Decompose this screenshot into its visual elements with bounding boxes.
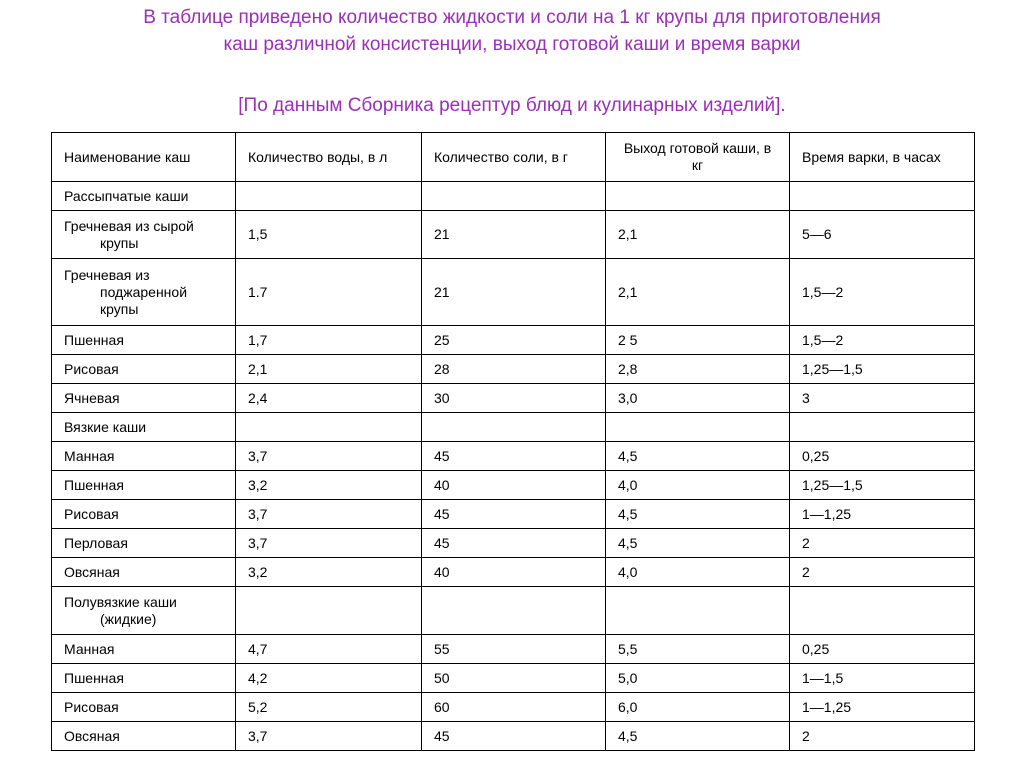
cell-water: 5,2 [236,693,422,722]
table-row [52,355,975,384]
cell-name [52,664,236,693]
cell-name [52,722,236,751]
cell-time: 2 [790,529,975,558]
cell-name-line: Пшенная [64,669,124,686]
cell-name-line: Полувязкие каши [64,593,177,610]
cell-salt: 60 [422,693,606,722]
table-row [52,442,975,471]
header-yield-line-2: кг [691,157,704,173]
cell-name-line: (жидкие) [100,610,157,627]
cell-yield: 2,1 [606,259,790,326]
cell-water [236,587,422,635]
cell-name-line: Перловая [64,534,128,551]
table-row [52,182,975,211]
cell-salt: 45 [422,442,606,471]
table-row [52,259,975,326]
cell-yield: 4,0 [606,471,790,500]
cell-salt: 21 [422,259,606,326]
cell-time [790,413,975,442]
cell-yield [606,182,790,211]
cell-yield: 2,8 [606,355,790,384]
title-line-2: каш различной консистенции, выход готовой каши и время варки [223,34,801,55]
cell-name [52,500,236,529]
cell-time: 1,25—1,5 [790,471,975,500]
cell-yield: 5,5 [606,635,790,664]
cell-time: 1,5—2 [790,259,975,326]
cell-name-line: Вязкие каши [64,418,147,435]
header-name: Наименование каш [52,133,236,182]
cell-time: 0,25 [790,442,975,471]
cell-name [52,259,236,326]
cell-yield: 6,0 [606,693,790,722]
table-row [52,326,975,355]
cell-water: 4,2 [236,664,422,693]
header-salt: Количество соли, в г [422,133,606,182]
cell-name [52,693,236,722]
cell-name-line: Рисовая [64,698,119,715]
cell-name-line: крупы [100,234,139,251]
cell-name [52,413,236,442]
cell-time: 1—1,25 [790,693,975,722]
cell-salt: 21 [422,211,606,259]
cell-yield: 2,1 [606,211,790,259]
cell-time [790,587,975,635]
cell-salt: 28 [422,355,606,384]
cell-salt: 45 [422,529,606,558]
table-row [52,664,975,693]
table-row [52,635,975,664]
cell-yield [606,587,790,635]
cell-name [52,587,236,635]
cell-water: 3,2 [236,558,422,587]
cell-salt: 30 [422,384,606,413]
cell-salt: 45 [422,500,606,529]
table-row [52,587,975,635]
cell-name-line: Гречневая из сырой [64,217,194,234]
cell-name-line: поджаренной [100,283,188,300]
table-row [52,722,975,751]
header-yield [606,133,790,182]
cell-name-line: Рисовая [64,360,119,377]
cell-water: 1,7 [236,326,422,355]
cell-name [52,558,236,587]
cell-name-line: Манная [64,447,115,464]
cell-water [236,182,422,211]
table-row [52,384,975,413]
cell-yield: 4,5 [606,722,790,751]
cell-water: 3,7 [236,529,422,558]
cell-time: 5—6 [790,211,975,259]
cell-yield: 4,0 [606,558,790,587]
cell-name-line: Пшенная [64,476,124,493]
header-time: Время варки, в часах [790,133,975,182]
table-row [52,529,975,558]
cell-time: 0,25 [790,635,975,664]
cell-yield: 4,5 [606,500,790,529]
cell-salt: 45 [422,722,606,751]
cell-name-line: Рисовая [64,505,119,522]
cell-salt: 40 [422,558,606,587]
cell-time: 1—1,25 [790,500,975,529]
page-title [0,4,1024,58]
cell-salt [422,413,606,442]
cell-name [52,635,236,664]
cell-name [52,529,236,558]
cell-name [52,355,236,384]
cell-name-line: крупы [100,300,139,317]
title-line-1: В таблице приведено количество жидкости и соли на 1 кг крупы для приготовления [143,7,881,28]
cell-water: 1,5 [236,211,422,259]
cell-time: 2 [790,558,975,587]
cell-yield [606,413,790,442]
cell-salt: 55 [422,635,606,664]
cell-water: 3,7 [236,722,422,751]
cell-time [790,182,975,211]
header-water: Количество воды, в л [236,133,422,182]
table-row [52,413,975,442]
cell-water: 1.7 [236,259,422,326]
cell-name-line: Гречневая из [64,266,150,283]
cell-yield: 2 5 [606,326,790,355]
cell-water: 3,2 [236,471,422,500]
cell-yield: 4,5 [606,529,790,558]
cell-name [52,182,236,211]
cell-name-line: Рассыпчатые каши [64,187,189,204]
cell-yield: 4,5 [606,442,790,471]
cell-salt: 25 [422,326,606,355]
table-header-row [52,133,975,182]
cell-water: 2,4 [236,384,422,413]
cell-salt: 50 [422,664,606,693]
cell-water [236,413,422,442]
table-row [52,211,975,259]
source-note: [По данным Сборника рецептур блюд и кулинарных изделий]. [238,95,786,116]
cell-name-line: Манная [64,640,115,657]
cell-name [52,442,236,471]
cell-salt [422,182,606,211]
table-body [52,182,975,751]
cell-water: 3,7 [236,442,422,471]
cell-water: 3,7 [236,500,422,529]
table-row [52,471,975,500]
cell-water: 2,1 [236,355,422,384]
cell-name-line: Ячневая [64,389,120,406]
cell-yield: 5,0 [606,664,790,693]
cell-name-line: Овсяная [64,563,120,580]
header-yield-line-1: Выход готовой каши, в [623,140,772,156]
cell-yield: 3,0 [606,384,790,413]
cell-salt [422,587,606,635]
cell-water: 4,7 [236,635,422,664]
porridge-table [51,132,975,751]
cell-name [52,211,236,259]
cell-name-line: Овсяная [64,727,120,744]
table-row [52,558,975,587]
cell-name [52,384,236,413]
cell-time: 1,25—1,5 [790,355,975,384]
cell-name-line: Пшенная [64,331,124,348]
cell-name [52,326,236,355]
cell-time: 2 [790,722,975,751]
cell-time: 1,5—2 [790,326,975,355]
table-row [52,500,975,529]
cell-time: 3 [790,384,975,413]
cell-salt: 40 [422,471,606,500]
table-row [52,693,975,722]
cell-name [52,471,236,500]
cell-time: 1—1,5 [790,664,975,693]
